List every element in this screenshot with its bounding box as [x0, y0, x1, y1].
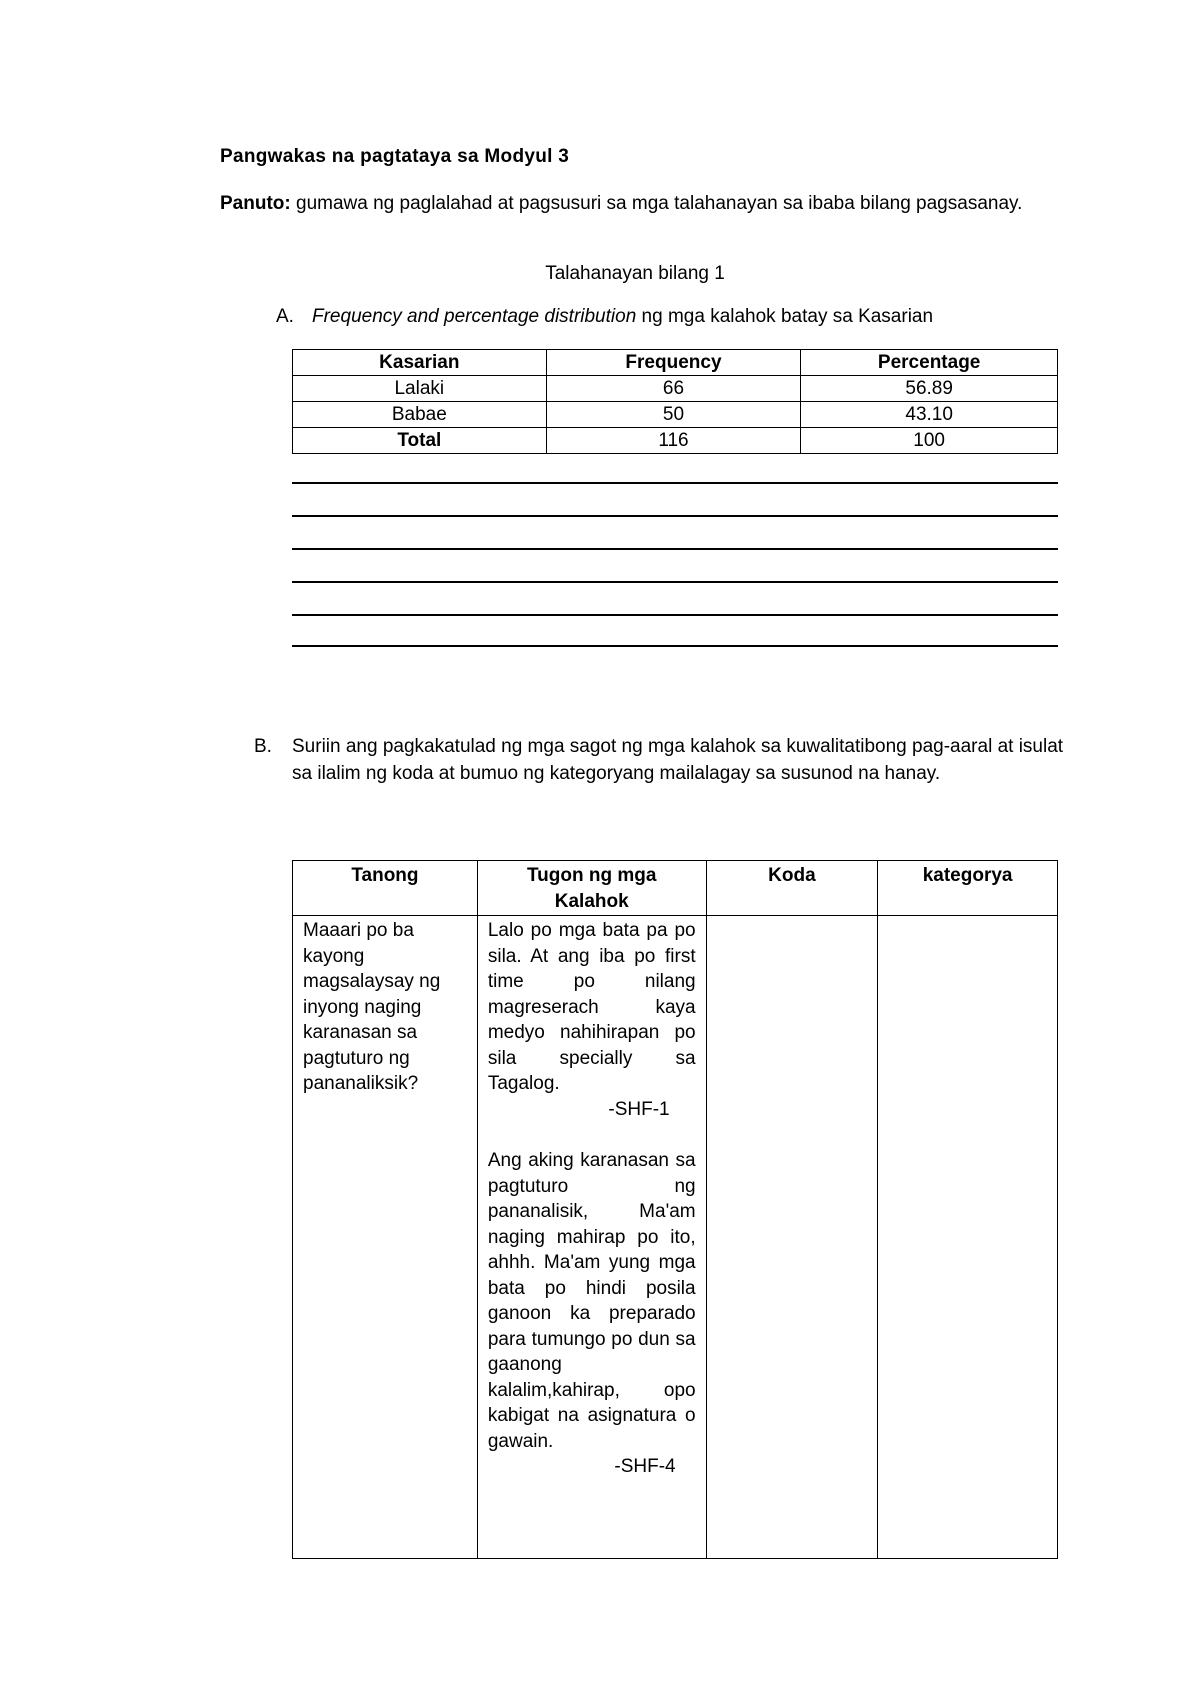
answer-line: [292, 515, 1058, 517]
header-frequency: Frequency: [546, 350, 801, 376]
instruction: [220, 190, 1050, 217]
table-cell: 116: [546, 428, 801, 454]
response-2: Ang aking karanasan sa pagtuturo ng pananalisik, Ma'am naging mahirap po ito, ahhh. Ma'am yung mga bata po hindi posila ganoon ka preparado para tumungo po dun sa gaanong kalalim,kahirap, opo kabigat na asignatura o gawain.: [487, 1150, 696, 1452]
header-koda: Koda: [706, 861, 878, 916]
header-tanong: Tanong: [293, 861, 478, 916]
frequency-table: [292, 349, 1058, 454]
table-cell: Total: [293, 428, 547, 454]
table-caption: Talahanayan bilang 1: [545, 263, 725, 284]
answer-line: [292, 581, 1058, 583]
table-header-row: [293, 861, 1058, 916]
response-2-source: -SHF-4: [614, 1456, 676, 1477]
answer-line: [292, 614, 1058, 616]
table-cell: 100: [801, 428, 1058, 454]
table-cell: Lalaki: [293, 376, 547, 402]
kategorya-cell: [878, 916, 1058, 1559]
document-title: Pangwakas na pagtataya sa Modyul 3: [220, 146, 570, 167]
response-cell: [477, 916, 706, 1559]
instruction-label: Panuto:: [220, 193, 291, 214]
table-cell: 56.89: [801, 376, 1058, 402]
table-total-row: [293, 428, 1058, 454]
header-percentage: Percentage: [801, 350, 1058, 376]
table-cell: 43.10: [801, 402, 1058, 428]
header-tugon-label: Tugon ng mga Kalahok: [526, 865, 657, 912]
response-1: Lalo po mga bata pa po sila. At ang iba po first time po nilang magreserach kaya medyo nahihirapan po sila specially sa Tagalog.: [487, 920, 696, 1094]
answer-line: [292, 645, 1058, 647]
question-cell: Maaari po ba kayong magsalaysay ng inyong naging karanasan sa pagtuturo ng pananaliksik?: [293, 916, 478, 1559]
section-a-letter: A.: [276, 306, 294, 327]
table-header-row: [293, 350, 1058, 376]
section-b-text: Suriin ang pagkakatulad ng mga sagot ng mga kalahok sa kuwalitatibong pag-aaral at isulat sa ilalim ng koda at bumuo ng kategoryang mailalagay sa susunod na hanay.: [292, 736, 1064, 784]
table-row: [293, 402, 1058, 428]
section-a-text: ng mga kalahok batay sa Kasarian: [636, 306, 934, 327]
section-a-italic: Frequency and percentage distribution: [312, 306, 637, 327]
instruction-text: gumawa ng paglalahad at pagsusuri sa mga talahanayan sa ibaba bilang pagsasanay.: [290, 193, 1023, 214]
response-1-source: -SHF-1: [608, 1098, 670, 1120]
table-row: [293, 916, 1058, 1559]
answer-line: [292, 482, 1058, 484]
table-cell: Babae: [293, 402, 547, 428]
section-b-heading: [254, 733, 1064, 787]
table-row: [293, 376, 1058, 402]
qualitative-table: [292, 860, 1058, 1559]
koda-cell: [706, 916, 878, 1559]
section-a-heading: [276, 306, 1076, 328]
answer-line: [292, 548, 1058, 550]
table-cell: 50: [546, 402, 801, 428]
header-kasarian: Kasarian: [293, 350, 547, 376]
header-tugon: [477, 861, 706, 916]
table-cell: 66: [546, 376, 801, 402]
section-b-letter: B.: [254, 736, 272, 757]
header-kategorya: kategorya: [878, 861, 1058, 916]
